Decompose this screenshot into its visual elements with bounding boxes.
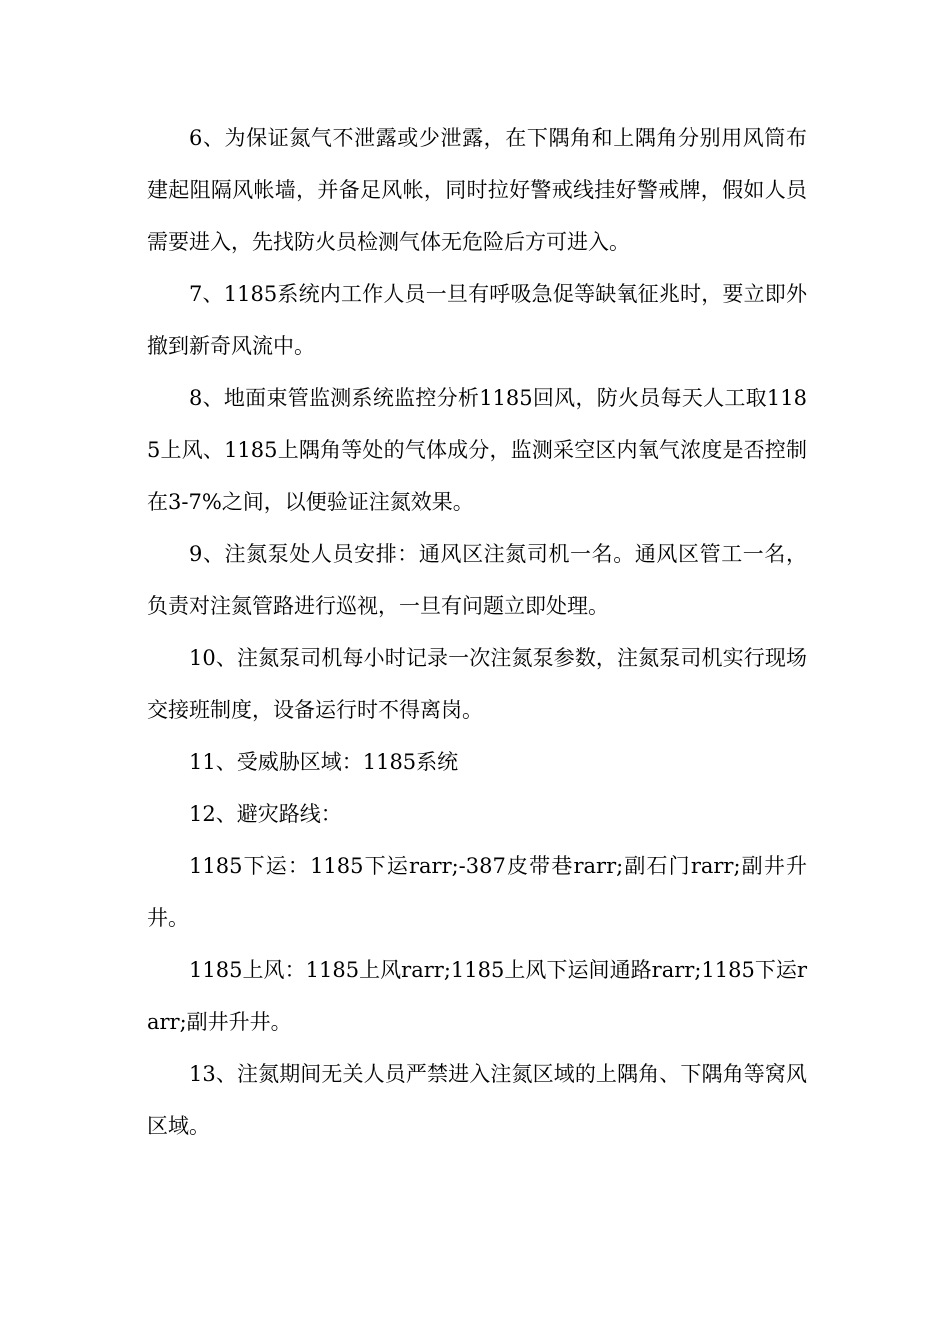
- paragraph-item-7: 7、1185系统内工作人员一旦有呼吸急促等缺氧征兆时，要立即外撤到新奇风流中。: [147, 282, 807, 358]
- paragraph-item-13: 13、注氮期间无关人员严禁进入注氮区域的上隅角、下隅角等窝风区域。: [147, 1062, 807, 1138]
- escape-route-1185-down: 1185下运：1185下运rarr;-387皮带巷rarr;副石门rarr;副井升井。: [147, 854, 807, 930]
- paragraph-item-10: 10、注氮泵司机每小时记录一次注氮泵参数，注氮泵司机实行现场交接班制度，设备运行时不得离岗。: [147, 646, 807, 722]
- paragraph-item-9: 9、注氮泵处人员安排：通风区注氮司机一名。通风区管工一名，负责对注氮管路进行巡视，一旦有问题立即处理。: [147, 542, 807, 618]
- paragraph-item-11: 11、受威胁区域：1185系统: [189, 750, 459, 774]
- escape-route-1185-up: 1185上风：1185上风rarr;1185上风下运间通路rarr;1185下运rarr;副井升井。: [147, 958, 807, 1034]
- paragraph-item-8: 8、地面束管监测系统监控分析1185回风，防火员每天人工取1185上风、1185上隅角等处的气体成分，监测采空区内氧气浓度是否控制在3-7%之间，以便验证注氮效果。: [147, 386, 807, 514]
- paragraph-item-6: 6、为保证氮气不泄露或少泄露，在下隅角和上隅角分别用风筒布建起阻隔风帐墙，并备足风帐，同时拉好警戒线挂好警戒牌，假如人员需要进入，先找防火员检测气体无危险后方可进入。: [147, 126, 807, 254]
- document-body: [147, 112, 807, 1152]
- paragraph-item-12: 12、避灾路线：: [189, 802, 342, 826]
